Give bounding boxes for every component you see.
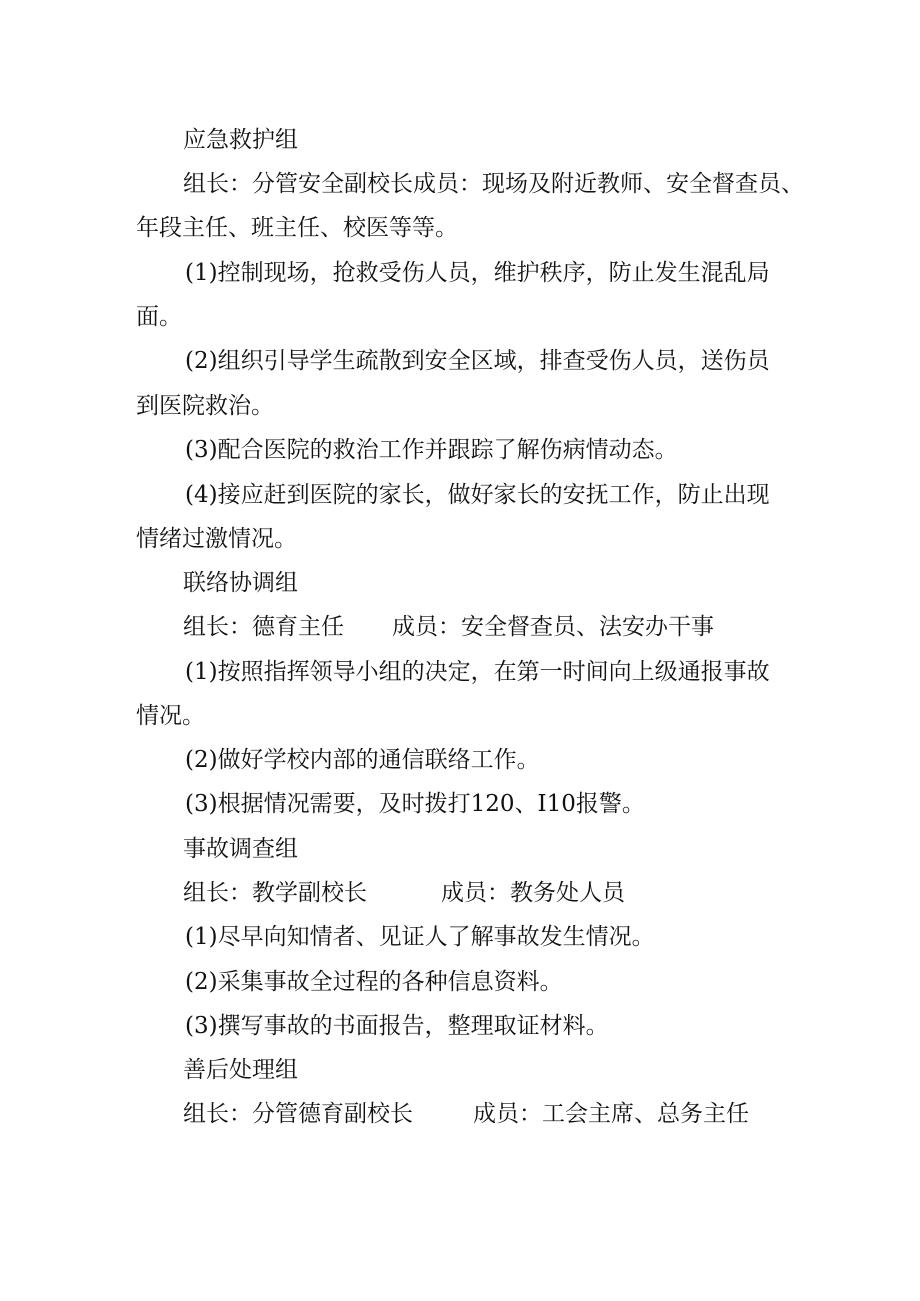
item-line: (2)组织引导学生疏散到安全区域，排查受伤人员，送伤员 <box>185 348 770 374</box>
section-heading: 应急救护组 <box>183 127 298 153</box>
leader-line <box>183 605 714 649</box>
item-line: (3)根据情况需要，及时拨打120、I10报警。 <box>185 791 645 817</box>
leader-text: 组长：教学副校长 <box>183 880 367 906</box>
leader-text: 组长：分管德育副校长 <box>183 1101 413 1127</box>
item-line: (3)撰写事故的书面报告，整理取证材料。 <box>185 1013 609 1039</box>
item-line-continuation: 到医院救治。 <box>136 393 274 419</box>
leader-line <box>183 871 625 915</box>
item-line-continuation: 情况。 <box>136 703 205 729</box>
members-text: 成员：教务处人员 <box>441 880 625 906</box>
item-line: (3)配合医院的救治工作并跟踪了解伤病情动态。 <box>185 437 678 463</box>
leader-line <box>183 1092 749 1136</box>
section-heading: 联络协调组 <box>183 570 298 596</box>
item-line-continuation: 面。 <box>136 304 182 330</box>
item-line: (1)尽早向知情者、见证人了解事故发生情况。 <box>185 924 655 950</box>
leader-line-continuation: 年段主任、班主任、校医等等。 <box>136 215 458 241</box>
section-heading: 事故调查组 <box>183 836 298 862</box>
leader-text: 组长：德育主任 <box>183 614 344 640</box>
item-line: (2)采集事故全过程的各种信息资料。 <box>185 969 563 995</box>
item-line: (4)接应赶到医院的家长，做好家长的安抚工作，防止出现 <box>185 482 770 508</box>
members-text: 成员：安全督查员、法安办干事 <box>392 614 714 640</box>
item-line: (1)控制现场，抢救受伤人员，维护秩序，防止发生混乱局 <box>185 260 770 286</box>
section-heading: 善后处理组 <box>183 1057 298 1083</box>
item-line-continuation: 情绪过激情况。 <box>136 526 297 552</box>
leader-line: 组长：分管安全副校长成员：现场及附近教师、安全督查员、 <box>183 171 804 197</box>
item-line: (1)按照指挥领导小组的决定，在第一时间向上级通报事故 <box>185 659 770 685</box>
item-line: (2)做好学校内部的通信联络工作。 <box>185 747 540 773</box>
members-text: 成员：工会主席、总务主任 <box>473 1101 749 1127</box>
